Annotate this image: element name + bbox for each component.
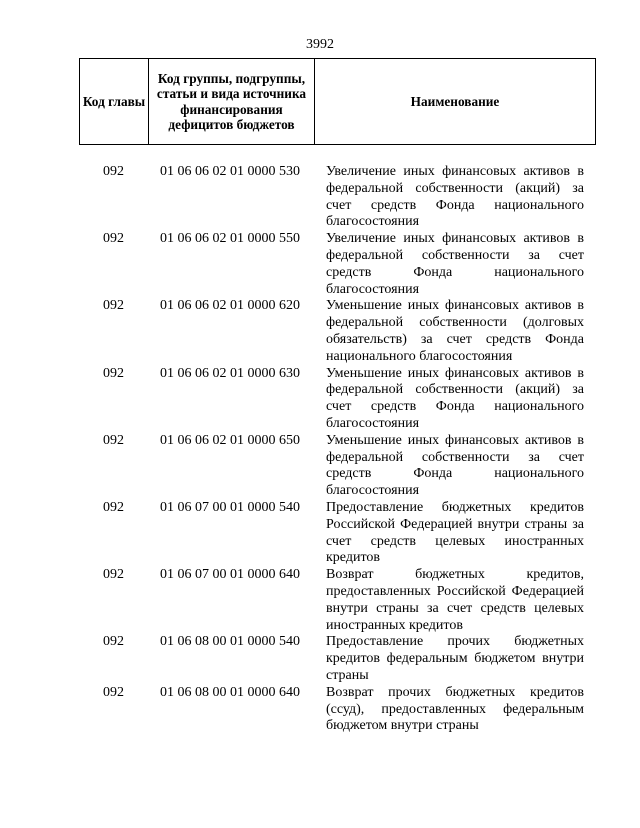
header-source-code: Код группы, подгруппы, статьи и вида источника финансирования дефицитов бюджетов <box>149 59 315 144</box>
chapter-code: 092 <box>103 231 124 247</box>
row-name: Уменьшение иных финансовых активов в федеральной собственности за счет средств Фонда национального благосостояния <box>326 432 584 499</box>
chapter-code: 092 <box>103 567 124 583</box>
source-code: 01 06 06 02 01 0000 620 <box>160 298 300 314</box>
source-code: 01 06 06 02 01 0000 630 <box>160 365 300 381</box>
page-number: 3992 <box>306 37 334 52</box>
row-name: Увеличение иных финансовых активов в федеральной собственности за счет средств Фонда национального благосостояния <box>326 231 584 297</box>
chapter-code: 092 <box>103 432 124 448</box>
chapter-code: 092 <box>103 499 124 515</box>
source-code: 01 06 06 02 01 0000 550 <box>160 231 300 247</box>
table-row <box>79 567 596 634</box>
header-name: Наименование <box>410 93 500 109</box>
chapter-code: 092 <box>103 684 124 700</box>
row-name: Возврат прочих бюджетных кредитов (ссуд), предоставленных федеральным бюджетом внутри страны <box>326 684 584 734</box>
source-code: 01 06 08 00 01 0000 540 <box>160 634 300 650</box>
table-row <box>79 433 596 500</box>
source-code: 01 06 07 00 01 0000 540 <box>160 499 300 515</box>
source-code: 01 06 06 02 01 0000 650 <box>160 432 300 448</box>
header-chapter-code: Код главы <box>80 59 149 144</box>
row-name: Увеличение иных финансовых активов в федеральной собственности (акций) за счет средств Фонда национального благосостояния <box>326 164 584 230</box>
row-name: Предоставление прочих бюджетных кредитов федеральным бюджетом внутри страны <box>326 634 584 683</box>
table-row <box>79 298 596 365</box>
table-row <box>79 231 596 298</box>
table-row <box>79 164 596 231</box>
table-row <box>79 634 596 684</box>
chapter-code: 092 <box>103 164 124 179</box>
row-name: Возврат бюджетных кредитов, предоставленных Российской Федерацией внутри страны за счет средств целевых иностранных кредитов <box>326 567 584 633</box>
source-code: 01 06 07 00 01 0000 640 <box>160 567 300 583</box>
table-row <box>79 685 596 735</box>
source-code: 01 06 06 02 01 0000 530 <box>160 164 300 179</box>
chapter-code: 092 <box>103 634 124 650</box>
row-name: Предоставление бюджетных кредитов Российской Федерацией внутри страны за счет средств целевых иностранных кредитов <box>326 499 584 566</box>
row-name: Уменьшение иных финансовых активов в федеральной собственности (долговых обязательств) за счет средств Фонда национального благосостояния <box>326 298 584 364</box>
chapter-code: 092 <box>103 365 124 381</box>
row-name: Уменьшение иных финансовых активов в федеральной собственности (акций) за счет средств Фонда национального благосостояния <box>326 365 584 431</box>
table-body <box>79 164 596 735</box>
source-code: 01 06 08 00 01 0000 640 <box>160 684 300 700</box>
table-header <box>79 58 596 145</box>
table-row <box>79 366 596 433</box>
chapter-code: 092 <box>103 298 124 314</box>
table-row <box>79 500 596 567</box>
